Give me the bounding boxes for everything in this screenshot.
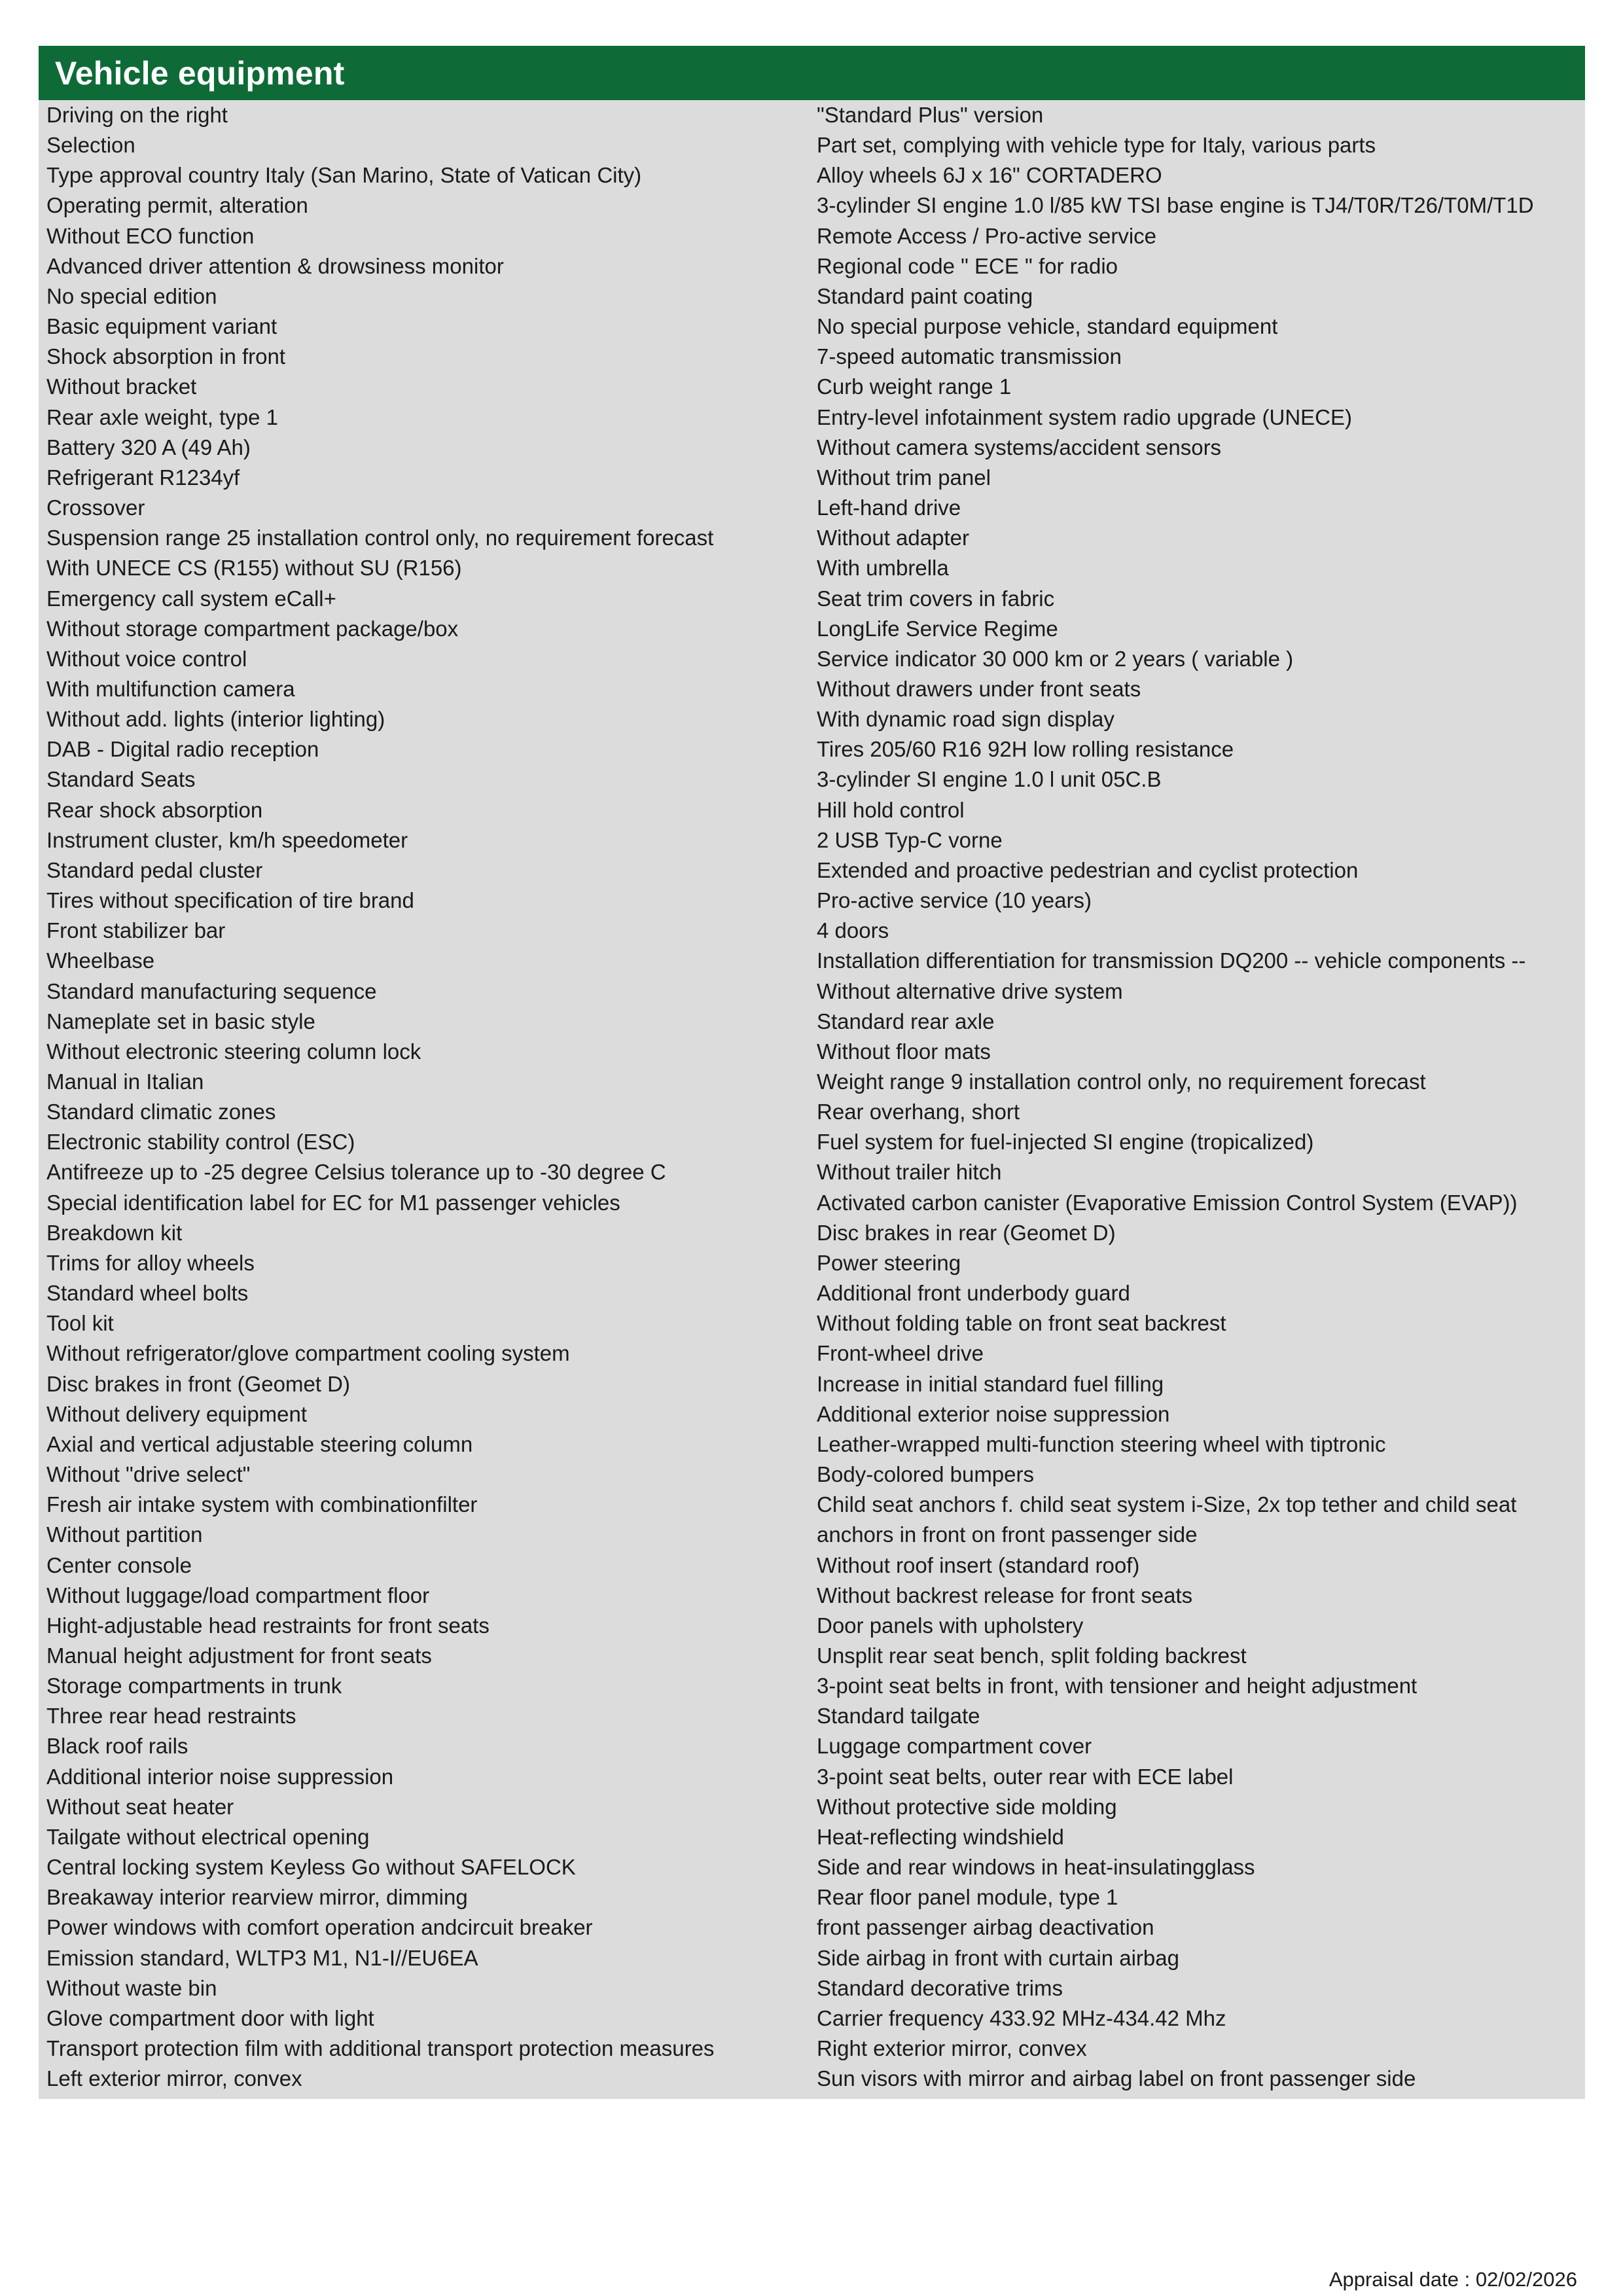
equipment-item: 2 USB Typ-C vorne xyxy=(817,827,1003,852)
equipment-item: Transport protection film with additional transport protection measures xyxy=(46,2036,715,2060)
equipment-item: Without camera systems/accident sensors xyxy=(817,435,1222,459)
equipment-item: Without trim panel xyxy=(817,465,991,490)
equipment-item: 3-point seat belts, outer rear with ECE label xyxy=(817,1764,1234,1789)
equipment-item: Wheelbase xyxy=(46,948,155,973)
equipment-item: Without "drive select" xyxy=(46,1462,251,1487)
equipment-item: Without refrigerator/glove compartment cooling system xyxy=(46,1341,570,1366)
equipment-item: Disc brakes in rear (Geomet D) xyxy=(817,1220,1116,1245)
equipment-item: Emergency call system eCall+ xyxy=(46,586,336,611)
equipment-item: Refrigerant R1234yf xyxy=(46,465,240,490)
equipment-item: Power windows with comfort operation andcircuit breaker xyxy=(46,1915,593,1940)
equipment-item: Instrument cluster, km/h speedometer xyxy=(46,827,408,852)
equipment-item: Glove compartment door with light xyxy=(46,2005,374,2030)
equipment-item: Remote Access / Pro-active service xyxy=(817,223,1157,248)
equipment-item: Increase in initial standard fuel filling xyxy=(817,1371,1164,1396)
equipment-item: Without floor mats xyxy=(817,1039,991,1064)
equipment-item: 3-point seat belts in front, with tensioner and height adjustment xyxy=(817,1674,1418,1698)
equipment-item: Without backrest release for front seats xyxy=(817,1583,1193,1607)
equipment-item: Tires 205/60 R16 92H low rolling resistance xyxy=(817,737,1234,762)
equipment-item: 3-cylinder SI engine 1.0 l/85 kW TSI base engine is TJ4/T0R/T26/T0M/T1D xyxy=(817,193,1534,218)
equipment-item: 4 doors xyxy=(817,918,889,943)
equipment-item: Without delivery equipment xyxy=(46,1401,308,1426)
equipment-item: Without storage compartment package/box xyxy=(46,616,459,641)
equipment-item: Trims for alloy wheels xyxy=(46,1250,255,1275)
equipment-item: With UNECE CS (R155) without SU (R156) xyxy=(46,556,462,581)
equipment-item: Operating permit, alteration xyxy=(46,193,308,218)
equipment-item: Without bracket xyxy=(46,374,197,399)
equipment-item: Suspension range 25 installation control only, no requirement forecast xyxy=(46,526,714,550)
appraisal-date: Appraisal date : 02/02/2026 xyxy=(1329,2268,1577,2291)
equipment-item: Hight-adjustable head restraints for front seats xyxy=(46,1613,490,1638)
equipment-item: Additional interior noise suppression xyxy=(46,1764,394,1789)
equipment-item: Special identification label for EC for M1 passenger vehicles xyxy=(46,1190,620,1215)
equipment-item: With umbrella xyxy=(817,556,949,581)
equipment-item: Axial and vertical adjustable steering column xyxy=(46,1431,473,1456)
equipment-column-left xyxy=(39,100,812,2094)
equipment-item: Electronic stability control (ESC) xyxy=(46,1130,355,1155)
equipment-item: Shock absorption in front xyxy=(46,344,286,369)
equipment-item: Standard decorative trims xyxy=(817,1975,1063,2000)
equipment-item: Without add. lights (interior lighting) xyxy=(46,707,385,732)
equipment-item: Part set, complying with vehicle type for Italy, various parts xyxy=(817,133,1376,158)
equipment-item: 3-cylinder SI engine 1.0 l unit 05C.B xyxy=(817,767,1162,792)
equipment-item: Without roof insert (standard roof) xyxy=(817,1552,1140,1577)
equipment-item: Left-hand drive xyxy=(817,495,961,520)
equipment-item: Crossover xyxy=(46,495,145,520)
equipment-item: Without luggage/load compartment floor xyxy=(46,1583,430,1607)
equipment-item: Without adapter xyxy=(817,526,969,550)
equipment-item: Without folding table on front seat backrest xyxy=(817,1311,1226,1336)
equipment-item: Left exterior mirror, convex xyxy=(46,2066,302,2091)
equipment-item: Door panels with upholstery xyxy=(817,1613,1084,1638)
equipment-item: Driving on the right xyxy=(46,103,228,127)
equipment-item: Regional code " ECE " for radio xyxy=(817,253,1118,278)
equipment-item: Standard tailgate xyxy=(817,1704,980,1729)
equipment-item: Standard wheel bolts xyxy=(46,1281,249,1306)
equipment-column-right xyxy=(812,100,1585,2094)
equipment-item: Disc brakes in front (Geomet D) xyxy=(46,1371,350,1396)
equipment-item: Without waste bin xyxy=(46,1975,217,2000)
equipment-item: With dynamic road sign display xyxy=(817,707,1115,732)
vehicle-equipment-section xyxy=(39,46,1585,2099)
equipment-item: Breakaway interior rearview mirror, dimming xyxy=(46,1885,468,1910)
equipment-item: Standard manufacturing sequence xyxy=(46,978,377,1003)
equipment-item: Tailgate without electrical opening xyxy=(46,1824,370,1849)
equipment-item: Side and rear windows in heat-insulatingglass xyxy=(817,1855,1255,1880)
equipment-item: Right exterior mirror, convex xyxy=(817,2036,1087,2060)
equipment-item: Selection xyxy=(46,133,135,158)
equipment-item: Child seat anchors f. child seat system i-Size, 2x top tether and child seat anchors in front on front passenger side xyxy=(817,1492,1517,1547)
equipment-item: Rear floor panel module, type 1 xyxy=(817,1885,1118,1910)
equipment-item: Storage compartments in trunk xyxy=(46,1674,342,1698)
equipment-item: Additional front underbody guard xyxy=(817,1281,1130,1306)
equipment-item: Battery 320 A (49 Ah) xyxy=(46,435,251,459)
section-header xyxy=(39,46,1585,100)
equipment-item: Type approval country Italy (San Marino, State of Vatican City) xyxy=(46,163,642,188)
equipment-item: Manual height adjustment for front seats xyxy=(46,1643,432,1668)
section-title: Vehicle equipment xyxy=(55,54,345,92)
equipment-item: Front stabilizer bar xyxy=(46,918,226,943)
equipment-item: Alloy wheels 6J x 16" CORTADERO xyxy=(817,163,1162,188)
equipment-item: Center console xyxy=(46,1552,192,1577)
equipment-item: "Standard Plus" version xyxy=(817,103,1044,127)
equipment-item: Tool kit xyxy=(46,1311,114,1336)
equipment-item: Standard rear axle xyxy=(817,1009,995,1033)
equipment-item: LongLife Service Regime xyxy=(817,616,1058,641)
equipment-item: Without alternative drive system xyxy=(817,978,1123,1003)
equipment-item: Standard paint coating xyxy=(817,283,1033,308)
equipment-item: Breakdown kit xyxy=(46,1220,183,1245)
equipment-item: DAB - Digital radio reception xyxy=(46,737,319,762)
equipment-item: Emission standard, WLTP3 M1, N1-I//EU6EA xyxy=(46,1945,478,1970)
equipment-item: Tires without specification of tire brand xyxy=(46,888,414,913)
equipment-item: Rear axle weight, type 1 xyxy=(46,404,279,429)
equipment-item: No special edition xyxy=(46,283,217,308)
equipment-item: Standard pedal cluster xyxy=(46,857,263,882)
equipment-item: Activated carbon canister (Evaporative Emission Control System (EVAP)) xyxy=(817,1190,1518,1215)
equipment-item: Front-wheel drive xyxy=(817,1341,984,1366)
equipment-item: Carrier frequency 433.92 MHz-434.42 Mhz xyxy=(817,2005,1226,2030)
equipment-item: Basic equipment variant xyxy=(46,314,277,339)
equipment-item: Fresh air intake system with combinationfilter xyxy=(46,1492,478,1517)
equipment-item: Without protective side molding xyxy=(817,1794,1117,1819)
equipment-item: Without ECO function xyxy=(46,223,255,248)
equipment-item: Unsplit rear seat bench, split folding backrest xyxy=(817,1643,1247,1668)
equipment-item: Hill hold control xyxy=(817,797,965,822)
equipment-item: Sun visors with mirror and airbag label on front passenger side xyxy=(817,2066,1416,2091)
equipment-item: Central locking system Keyless Go without SAFELOCK xyxy=(46,1855,576,1880)
equipment-item: Advanced driver attention & drowsiness monitor xyxy=(46,253,504,278)
equipment-item: Seat trim covers in fabric xyxy=(817,586,1055,611)
equipment-table xyxy=(39,100,1585,2099)
equipment-item: Entry-level infotainment system radio upgrade (UNECE) xyxy=(817,404,1352,429)
equipment-item: Without electronic steering column lock xyxy=(46,1039,421,1064)
equipment-item: Heat-reflecting windshield xyxy=(817,1824,1064,1849)
equipment-item: front passenger airbag deactivation xyxy=(817,1915,1154,1940)
equipment-item: Rear overhang, short xyxy=(817,1100,1020,1124)
equipment-item: 7-speed automatic transmission xyxy=(817,344,1122,369)
equipment-item: Installation differentiation for transmission DQ200 -- vehicle components -- xyxy=(817,948,1526,973)
equipment-item: Manual in Italian xyxy=(46,1069,204,1094)
equipment-item: Nameplate set in basic style xyxy=(46,1009,315,1033)
equipment-item: Without seat heater xyxy=(46,1794,234,1819)
equipment-item: Black roof rails xyxy=(46,1734,188,1759)
equipment-item: No special purpose vehicle, standard equipment xyxy=(817,314,1278,339)
equipment-item: Body-colored bumpers xyxy=(817,1462,1034,1487)
equipment-item: Without partition xyxy=(46,1522,203,1547)
equipment-item: Power steering xyxy=(817,1250,961,1275)
equipment-item: Three rear head restraints xyxy=(46,1704,296,1729)
equipment-item: Leather-wrapped multi-function steering wheel with tiptronic xyxy=(817,1431,1386,1456)
equipment-item: Additional exterior noise suppression xyxy=(817,1401,1170,1426)
equipment-item: Standard climatic zones xyxy=(46,1100,276,1124)
equipment-item: Without drawers under front seats xyxy=(817,676,1141,701)
equipment-item: Fuel system for fuel-injected SI engine (tropicalized) xyxy=(817,1130,1314,1155)
equipment-item: With multifunction camera xyxy=(46,676,295,701)
equipment-item: Side airbag in front with curtain airbag xyxy=(817,1945,1179,1970)
equipment-item: Without trailer hitch xyxy=(817,1160,1002,1185)
equipment-item: Standard Seats xyxy=(46,767,196,792)
equipment-item: Without voice control xyxy=(46,646,247,671)
equipment-item: Weight range 9 installation control only, no requirement forecast xyxy=(817,1069,1426,1094)
equipment-item: Luggage compartment cover xyxy=(817,1734,1092,1759)
equipment-item: Rear shock absorption xyxy=(46,797,263,822)
equipment-item: Service indicator 30 000 km or 2 years ( variable ) xyxy=(817,646,1294,671)
equipment-item: Curb weight range 1 xyxy=(817,374,1012,399)
equipment-item: Pro-active service (10 years) xyxy=(817,888,1092,913)
equipment-item: Extended and proactive pedestrian and cyclist protection xyxy=(817,857,1359,882)
equipment-item: Antifreeze up to -25 degree Celsius tolerance up to -30 degree C xyxy=(46,1160,666,1185)
